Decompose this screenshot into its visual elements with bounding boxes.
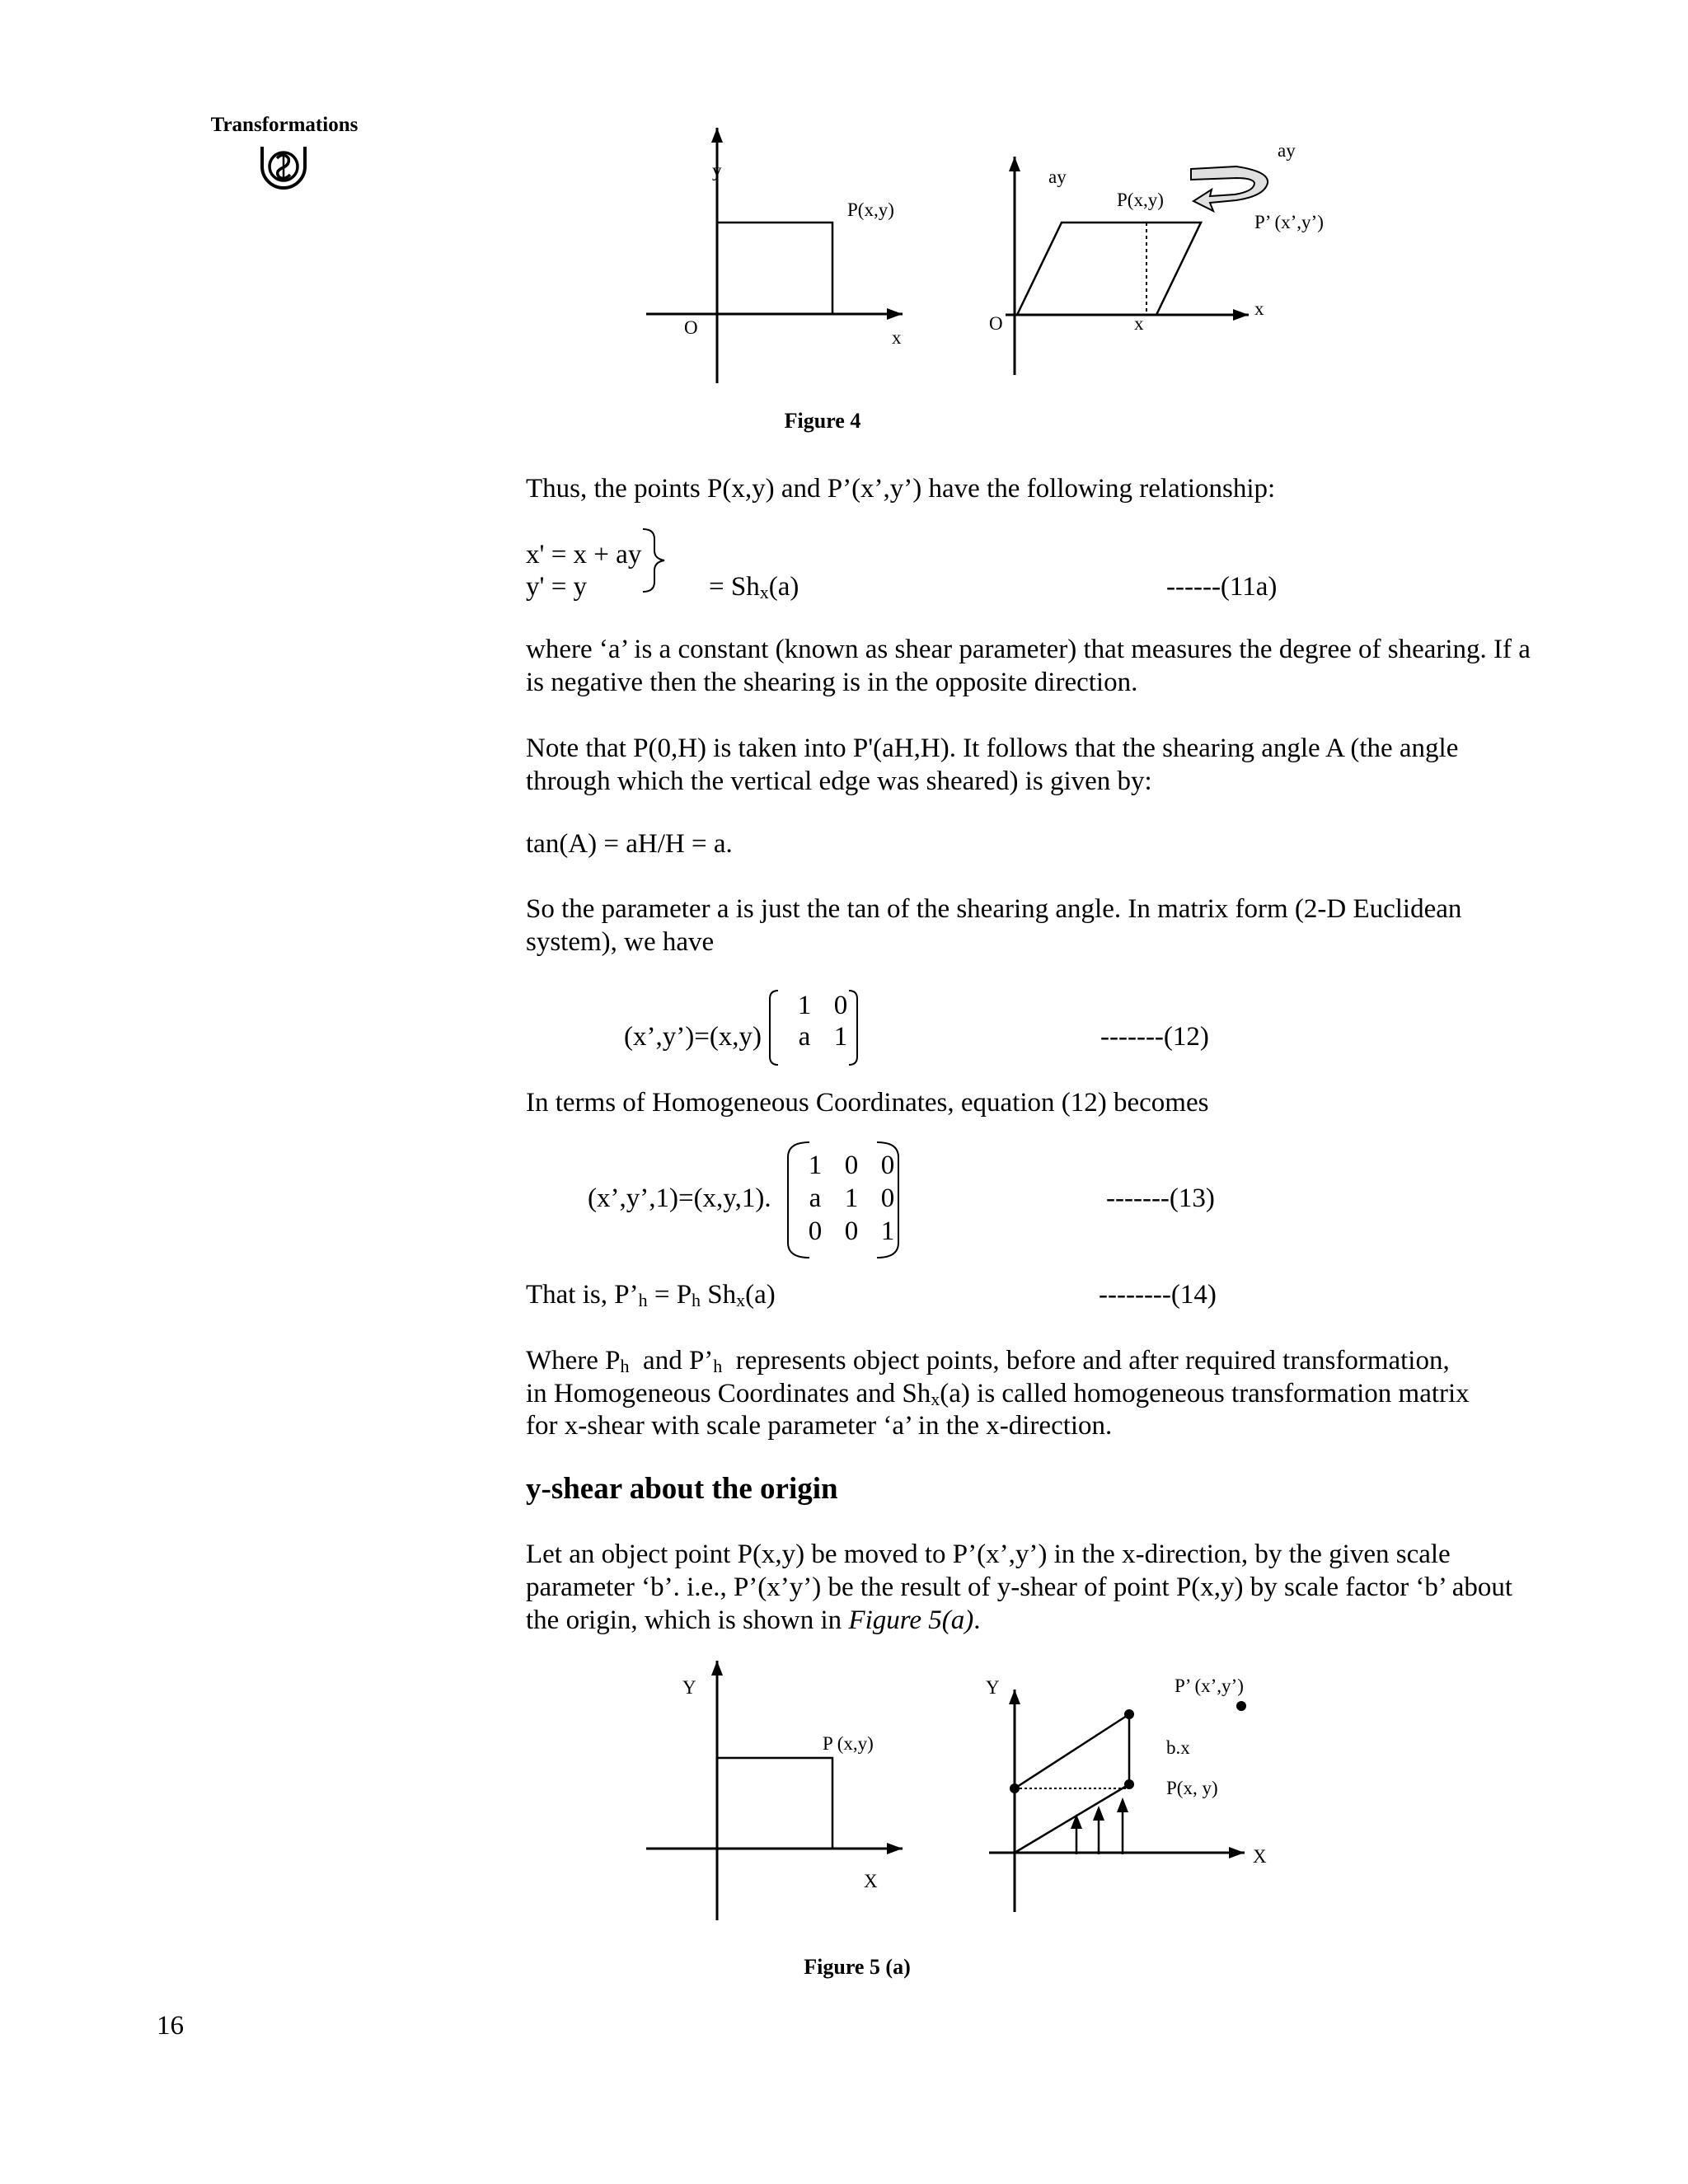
eq13-matrix-row1: 1 0 0 — [808, 1151, 895, 1180]
eq14-text: That is, $P’_h = P_h$ $Sh_x(a)$ — [526, 1280, 776, 1310]
fig4-right-ay-label: ay — [1048, 166, 1067, 187]
equation-tan-a: tan(A) = aH/H = a. — [526, 829, 733, 859]
shear-direction-arrows — [1071, 1797, 1128, 1854]
paragraph-where-line2: in Homogeneous Coordinates and $Sh_x(a)$ is called homogeneous transformation matrix — [526, 1379, 1470, 1409]
figure4-right-diagram — [989, 132, 1324, 379]
fig5-right-bx-label: b.x — [1166, 1737, 1190, 1758]
eq11-rhs: = $Sh_x(a)$ — [709, 572, 799, 602]
figure4-left-diagram — [643, 128, 907, 391]
eq11-line1: x' = x + ay — [526, 540, 642, 569]
paragraph-shear-parameter: where ‘a’ is a constant (known as shear parameter) that measures the degree of shearing. If a is negative then the shearing is in the opposite direction. — [526, 635, 1531, 697]
university-emblem-icon — [257, 142, 310, 194]
eq12-matrix-row1: 1 0 — [797, 991, 848, 1020]
eq11-line2: y' = y — [526, 572, 588, 602]
paragraph-where-line3: for x-shear with scale parameter ‘a’ in the x-direction. — [526, 1411, 1113, 1441]
page-number: 16 — [157, 2011, 184, 2041]
figure5-right-diagram — [981, 1669, 1343, 1933]
paragraph-where-line1: Where $P_h$ and $P’_h$ represents object points, before and after required transformation, — [526, 1346, 1450, 1376]
fig5-right-x-label: X — [1253, 1846, 1267, 1867]
fig4-left-point-label: P(x,y) — [847, 199, 894, 220]
fig5-left-point-label: P (x,y) — [823, 1733, 874, 1754]
fig4-right-point-label: P(x,y) — [1117, 190, 1164, 210]
shear-rotation-arrow-icon — [1191, 166, 1268, 211]
figure5-caption: Figure 5 (a) — [804, 1955, 911, 1979]
eq13-matrix-row3: 0 0 1 — [808, 1216, 895, 1246]
section-heading-y-shear: y-shear about the origin — [526, 1472, 838, 1506]
fig4-left-y-label: y — [712, 160, 722, 180]
eq12-number: -------(12) — [1100, 1022, 1209, 1052]
fig4-right-x-label: x — [1254, 298, 1264, 319]
eq12-matrix-row2: a 1 — [798, 1022, 848, 1052]
fig4-right-x-tick-label: x — [1134, 313, 1144, 334]
fig5-left-x-label: X — [864, 1871, 878, 1891]
paragraph-y-shear: Let an object point P(x,y) be moved to P’(x’,y’) in the x-direction, by the given scale parameter ‘b’. i.e., P’(x’y’) be the result of y-shear of point P(x,y) by scale factor ‘b’ about the origin, which is shown in Figure 5(a). — [526, 1540, 1513, 1635]
paragraph-homogeneous: In terms of Homogeneous Coordinates, equation (12) becomes — [526, 1088, 1209, 1118]
fig5-right-y-label: Y — [986, 1677, 1000, 1698]
figure4-caption: Figure 4 — [784, 409, 861, 433]
fig4-left-x-label: x — [892, 327, 902, 348]
running-header: Transformations — [210, 114, 359, 136]
fig4-right-image-label: P’ (x’,y’) — [1254, 212, 1324, 232]
paragraph-matrix-form: So the parameter a is just the tan of the shearing angle. In matrix form (2-D Euclidean system), we have — [526, 894, 1462, 957]
fig4-right-ay-label-right: ay — [1278, 140, 1296, 161]
fig5-right-point-label: P(x, y) — [1166, 1778, 1218, 1798]
eq14-number: --------(14) — [1099, 1280, 1217, 1310]
fig5-right-image-label: P’ (x’,y’) — [1175, 1675, 1244, 1696]
fig4-right-origin-label: O — [989, 313, 1003, 334]
figure5-left-diagram — [643, 1661, 907, 1924]
eq13-matrix-row2: a 1 0 — [809, 1183, 895, 1213]
fig5-left-y-label: Y — [682, 1677, 696, 1698]
paragraph-relationship: Thus, the points P(x,y) and P’(x’,y’) have the following relationship: — [526, 474, 1276, 504]
eq12-lhs: (x’,y’)=(x,y) — [624, 1022, 762, 1052]
eq11-brace — [641, 527, 674, 593]
eq11-number: ------(11a) — [1166, 572, 1278, 602]
eq13-lhs: (x’,y’,1)=(x,y,1). — [588, 1183, 771, 1213]
eq13-number: -------(13) — [1106, 1183, 1215, 1213]
fig4-left-origin-label: O — [684, 317, 698, 338]
paragraph-shearing-angle: Note that P(0,H) is taken into P'(aH,H). It follows that the shearing angle A (the angle through which the vertical edge was sheared) is given by: — [526, 733, 1459, 796]
